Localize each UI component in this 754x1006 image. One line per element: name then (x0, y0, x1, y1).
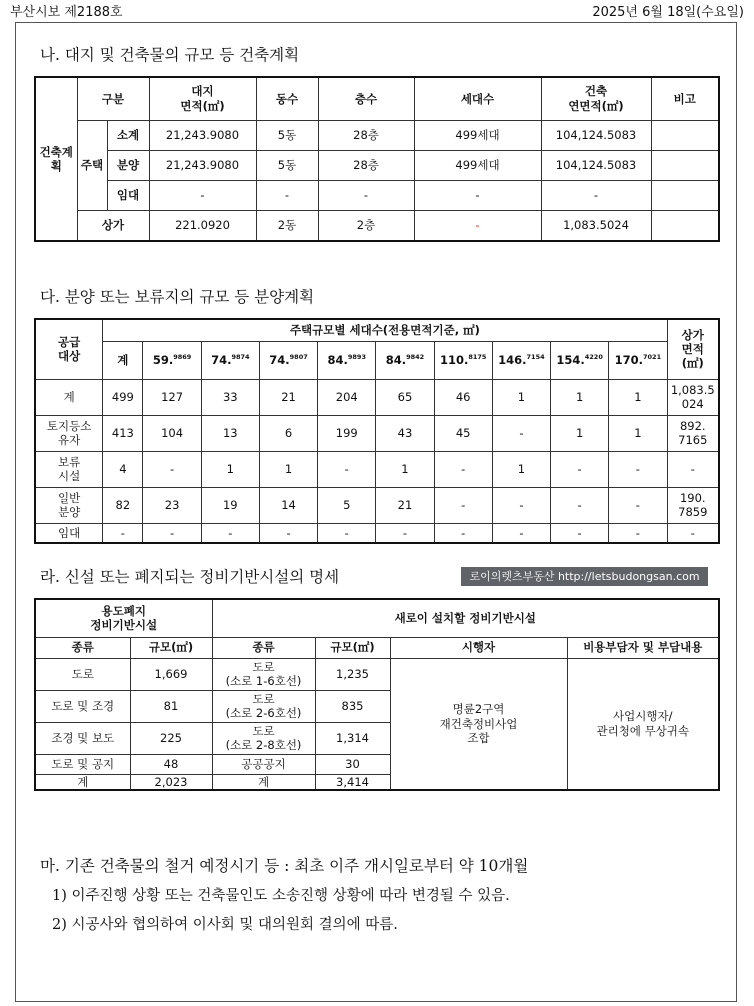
header-old-size: 규모(㎡) (130, 637, 212, 658)
cell: - (434, 451, 492, 487)
section-ma-title: 마. 기존 건축물의 철거 예정시기 등 : 최초 이주 개시일로부터 약 10개월 (40, 857, 529, 875)
table-row (35, 180, 719, 210)
header-old-type: 종류 (35, 637, 130, 658)
cell: - (103, 523, 143, 543)
cell: - (492, 487, 550, 523)
row-label: 소계 (107, 120, 149, 150)
cell (651, 210, 719, 241)
row-label: 임대 (35, 523, 103, 543)
cell: 도로 (소로 1-6호선) (212, 658, 315, 690)
section-da-title: 다. 분양 또는 보류지의 규모 등 분양계획 (40, 288, 315, 306)
cell: - (318, 180, 414, 210)
row-label: 상가 (77, 210, 149, 241)
cell: - (667, 451, 719, 487)
cell: 공공공지 (212, 754, 315, 774)
table-row (35, 658, 719, 690)
cell: 48 (130, 754, 212, 774)
table-row (35, 487, 719, 523)
table-row (35, 150, 719, 180)
note-2: 2) 시공사와 협의하여 이사회 및 대의원회 결의에 따름. (52, 917, 398, 933)
cell: 1,669 (130, 658, 212, 690)
cell: 2동 (256, 210, 318, 241)
cell: - (143, 451, 201, 487)
cell: - (201, 523, 259, 543)
cell: 1,314 (315, 722, 390, 754)
header-floor-area: 건축 연면적(㎡) (541, 77, 651, 120)
header-remarks: 비고 (651, 77, 719, 120)
cell: 1 (551, 415, 609, 451)
cell: 계 (212, 774, 315, 790)
cell: 82 (103, 487, 143, 523)
cell: - (609, 523, 667, 543)
row-label: 보류 시설 (35, 451, 103, 487)
cell: 499 (103, 379, 143, 415)
note-1: 1) 이주진행 상황 또는 건축물인도 소송진행 상황에 따라 변경될 수 있음. (52, 888, 510, 904)
cell: 도로 및 조경 (35, 690, 130, 722)
cell: 204 (318, 379, 376, 415)
cell: 1 (492, 451, 550, 487)
cell: 1 (201, 451, 259, 487)
row-label: 토지등소 유자 (35, 415, 103, 451)
cell: 13 (201, 415, 259, 451)
cell: 5동 (256, 150, 318, 180)
cell: 도로 (소로 2-6호선) (212, 690, 315, 722)
header-size-4: 84.$^{9842}$ (376, 341, 434, 379)
cell: 1,235 (315, 658, 390, 690)
cell: 조경 및 보도 (35, 722, 130, 754)
header-size-0: 59.$^{9869}$ (143, 341, 201, 379)
cell: 5동 (256, 120, 318, 150)
cell: 1,083.5 024 (667, 379, 719, 415)
cell: - (551, 523, 609, 543)
header-size-3: 84.$^{9893}$ (318, 341, 376, 379)
cell: 3,414 (315, 774, 390, 790)
cell: 43 (376, 415, 434, 451)
cell: 30 (315, 754, 390, 774)
cell: - (609, 487, 667, 523)
table-row (35, 523, 719, 543)
header-new-size: 규모(㎡) (315, 637, 390, 658)
cell: - (551, 451, 609, 487)
cell: 835 (315, 690, 390, 722)
cell: - (667, 523, 719, 543)
header-size-7: 154.$^{4220}$ (551, 341, 609, 379)
cell: 104,124.5083 (541, 120, 651, 150)
row-label: 계 (35, 379, 103, 415)
cell: - (318, 523, 376, 543)
cell: 33 (201, 379, 259, 415)
cell: 104 (143, 415, 201, 451)
header-site-area: 대지 면적(㎡) (149, 77, 256, 120)
operator-cell: 명륜2구역 재건축정비사업 조합 (390, 658, 567, 790)
building-plan-table (34, 76, 720, 242)
header-supply: 공급 대상 (35, 319, 103, 379)
table-row (35, 415, 719, 451)
table-row (35, 379, 719, 415)
cell: 도로 및 공지 (35, 754, 130, 774)
cell: - (256, 180, 318, 210)
table-row (35, 451, 719, 487)
cell: 21,243.9080 (149, 150, 256, 180)
cell: - (434, 487, 492, 523)
cell: 499세대 (414, 150, 541, 180)
header-new-type: 종류 (212, 637, 315, 658)
cell (651, 150, 719, 180)
cell: - (414, 210, 541, 241)
cell: 413 (103, 415, 143, 451)
cell: 1 (259, 451, 317, 487)
cell: 1 (609, 415, 667, 451)
header-new: 새로이 설치할 정비기반시설 (212, 599, 719, 637)
cell: 46 (434, 379, 492, 415)
cell: 892. 7165 (667, 415, 719, 451)
header-households: 세대수 (414, 77, 541, 120)
cell: 221.0920 (149, 210, 256, 241)
cell: - (434, 523, 492, 543)
cell: - (259, 523, 317, 543)
header-buildings: 동수 (256, 77, 318, 120)
housing-label: 주택 (77, 120, 107, 210)
row-label: 임대 (107, 180, 149, 210)
cell: 104,124.5083 (541, 150, 651, 180)
header-size-1: 74.$^{9874}$ (201, 341, 259, 379)
cell: 6 (259, 415, 317, 451)
header-gubun: 구분 (77, 77, 149, 120)
cell: 499세대 (414, 120, 541, 150)
section-na-title: 나. 대지 및 건축물의 규모 등 건축계획 (40, 46, 300, 64)
cell: 21 (376, 487, 434, 523)
publication-date: 2025년 6월 18일(수요일) (592, 5, 744, 20)
cell: 127 (143, 379, 201, 415)
cell: 계 (35, 774, 130, 790)
cell: - (414, 180, 541, 210)
header-floors: 층수 (318, 77, 414, 120)
header-operator: 시행자 (390, 637, 567, 658)
cell: 2층 (318, 210, 414, 241)
cell: 도로 (소로 2-8호선) (212, 722, 315, 754)
page-header (0, 0, 754, 20)
cell: 도로 (35, 658, 130, 690)
publication-name: 부산시보 제2188호 (10, 5, 123, 20)
cell: 1 (376, 451, 434, 487)
cell: 199 (318, 415, 376, 451)
cell: 4 (103, 451, 143, 487)
cell: - (492, 523, 550, 543)
header-abolished: 용도폐지 정비기반시설 (35, 599, 212, 637)
cell: - (318, 451, 376, 487)
infrastructure-table (34, 598, 720, 791)
cell: 1,083.5024 (541, 210, 651, 241)
row-label: 분양 (107, 150, 149, 180)
cell: 2,023 (130, 774, 212, 790)
cell: - (143, 523, 201, 543)
watermark-banner: 로이의렛츠부동산 http://letsbudongsan.com (461, 567, 708, 586)
cell: 21 (259, 379, 317, 415)
cell (651, 180, 719, 210)
cell: 23 (143, 487, 201, 523)
sales-plan-table (34, 318, 720, 544)
header-size-2: 74.$^{9807}$ (259, 341, 317, 379)
header-cost: 비용부담자 및 부담내용 (567, 637, 719, 658)
section-ra-title: 라. 신설 또는 폐지되는 정비기반시설의 명세 (40, 568, 340, 586)
cell: 65 (376, 379, 434, 415)
cell: - (376, 523, 434, 543)
cell: 190. 7859 (667, 487, 719, 523)
table-row (35, 210, 719, 241)
cell: 225 (130, 722, 212, 754)
cell: - (541, 180, 651, 210)
row-label: 일반 분양 (35, 487, 103, 523)
header-total: 계 (103, 341, 143, 379)
cell: 28층 (318, 120, 414, 150)
cell: 45 (434, 415, 492, 451)
cost-cell: 사업시행자/ 관리청에 무상귀속 (567, 658, 719, 790)
table-row (35, 120, 719, 150)
header-store-area: 상가 면적 (㎡) (667, 319, 719, 379)
cell: 21,243.9080 (149, 120, 256, 150)
cell: - (492, 415, 550, 451)
header-size-8: 170.$^{7021}$ (609, 341, 667, 379)
cell: 14 (259, 487, 317, 523)
cell: 1 (492, 379, 550, 415)
cell: 5 (318, 487, 376, 523)
cell: - (609, 451, 667, 487)
cell: 1 (609, 379, 667, 415)
cell: 81 (130, 690, 212, 722)
header-size-5: 110.$^{8175}$ (434, 341, 492, 379)
cell: 1 (551, 379, 609, 415)
header-size-group: 주택규모별 세대수(전용면적기준, ㎡) (103, 319, 667, 341)
cell (651, 120, 719, 150)
cell: - (551, 487, 609, 523)
cell: 28층 (318, 150, 414, 180)
row-group-label: 건축계 획 (35, 77, 77, 241)
cell: 19 (201, 487, 259, 523)
cell: - (149, 180, 256, 210)
header-size-6: 146.$^{7154}$ (492, 341, 550, 379)
